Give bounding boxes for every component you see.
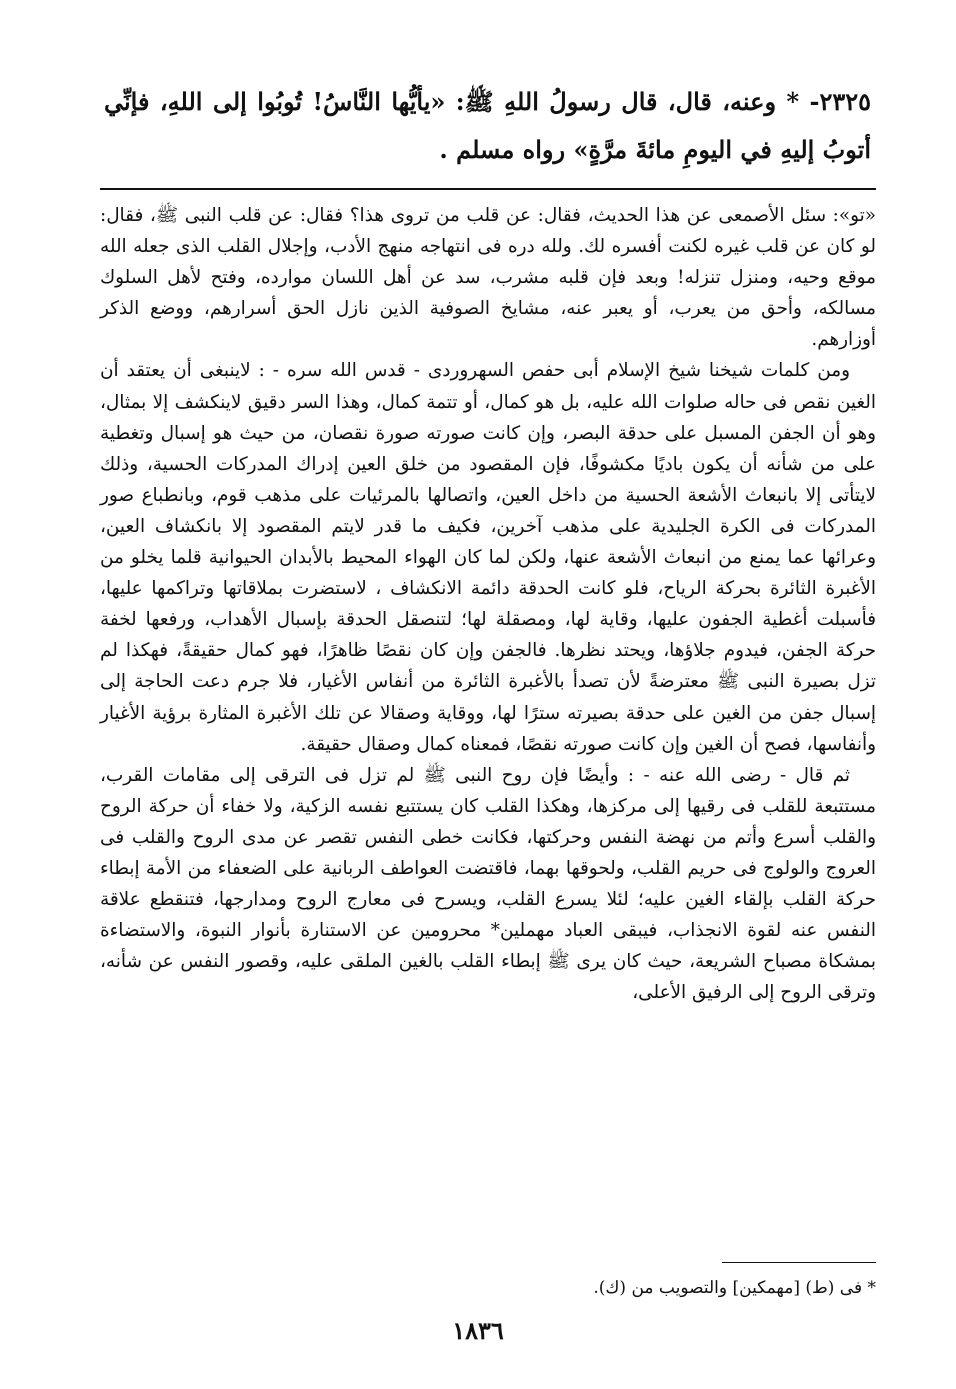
hadith-text [104, 78, 871, 174]
hadith-line: ٢٣٢٥- * وعنه، قال، قال رسولُ اللهِ ﷺ: «يأيُّها النَّاسُ! تُوبُوا إلى اللهِ، فإنِّي أتوبُ إليهِ في اليومِ مائةَ مرَّةٍ» رواه مسلم . [104, 87, 872, 164]
top-separator-line [100, 188, 876, 190]
commentary-body [100, 200, 876, 1008]
footnote: * فى (ط) [مهمكين] والتصويب من (ك). [593, 1278, 876, 1298]
page-number: ١٨٣٦ [452, 1316, 504, 1345]
footnote-separator-line [722, 1262, 876, 1263]
commentary-paragraph-3: ثم قال - رضى الله عنه - : وأيضًا فإن روح النبى ﷺ لم تزل فى الترقى إلى مقامات القرب، مستتبعة للقلب فى رقيها إلى مركزها، وهكذا القلب كان يستتبع نفسه الزكية، ولا خفاء أن حركة الروح والقلب أسرع وأتم من نهضة النفس وحركتها، فكانت خطى النفس تقصر عن مدى الروح والقلب فى العروج والولوج فى حريم القلب، ولحوقها بهما، فاقتضت العواطف الربانية على الضعفاء من الأمة إبطاء حركة القلب بإلقاء الغين عليه؛ لئلا يسرع القلب، ويسرح فى معارج الروح ومدارجها، فتنقطع علاقة النفس عنه لقوة الانجذاب، فيبقى العباد مهملين* محرومين عن الاستنارة بأنوار النبوة، والاستضاءة بمشكاة مصباح الشريعة، حيث كان يرى ﷺ إبطاء القلب بالغين الملقى عليه، وقصور النفس عن شأنه، وترقى الروح إلى الرفيق الأعلى، [100, 764, 876, 1004]
commentary-paragraph-2: ومن كلمات شيخنا شيخ الإسلام أبى حفص السهروردى - قدس الله سره - : لاينبغى أن يعتقد أن الغين نقص فى حاله صلوات الله عليه، بل هو كمال، أو تتمة كمال، وهذا السر دقيق لاينكشف إلا بمثال، وهو أن الجفن المسبل على حدقة البصر، وإن كانت صورته صورة نقصان، من حيث هو إسبال وتغطية على من شأنه أن يكون باديًا مكشوفًا، فإن المقصود من خلق العين إدراك المدركات الحسية، وذلك لايتأتى إلا بانبعاث الأشعة الحسية من داخل العين، واتصالها بالمرئيات على مذهب قوم، وبانطباع صور المدركات فى الكرة الجليدية على مذهب آخرين، فكيف ما قدر لايتم المقصود إلا بانكشاف العين، وعرائها عما يمنع من انبعاث الأشعة عنها، ولكن لما كان الهواء المحيط بالأبدان الحيوانية قلما يخلو من الأغبرة الثائرة بحركة الرياح، فلو كانت الحدقة دائمة الانكشاف ، لاستضرت بملاقاتها وتراكمها عليها، فأسبلت أغطية الجفون عليها، وقاية لها، ومصقلة لها؛ لتنصقل الحدقة بإسبال الأهداب، ورفعها لخفة حركة الجفن، فيدوم جلاؤها، ويحتد نظرها. فالجفن وإن كان نقصًا ظاهرًا، فهو كمال حقيقةً، فهكذا لم تزل بصيرة النبى ﷺ معترضةً لأن تصدأ بالأغبرة الثائرة من أنفاس الأغيار، فلا جرم دعت الحاجة إلى إسبال جفن من الغين على حدقة بصيرته سترًا لها، ووقاية وصقالا عن تلك الأغبرة المثارة برؤية الأغيار وأنفاسها، فصح أن الغين وإن كانت صورته نقصًا، فمعناه كمال وصقال حقيقة. [100, 360, 876, 755]
commentary-paragraph-1: «تو»: سئل الأصمعى عن هذا الحديث، فقال: عن قلب من تروى هذا؟ فقال: عن قلب النبى ﷺ، فقال: لو كان عن قلب غيره لكنت أفسره لك. ولله دره فى انتهاجه منهج الأدب، وإجلال القلب الذى جعله الله موقع وحيه، ومنزل تنزله! وبعد فإن قلبه مشرب، سد عن أهل اللسان موارده، وفتح لأهل السلوك مسالكه، وأحق من يعرب، أو يعبر عنه، مشايخ الصوفية الذين نازل الحق أسرارهم، ووضع الذكر أوزارهم. [100, 205, 876, 351]
